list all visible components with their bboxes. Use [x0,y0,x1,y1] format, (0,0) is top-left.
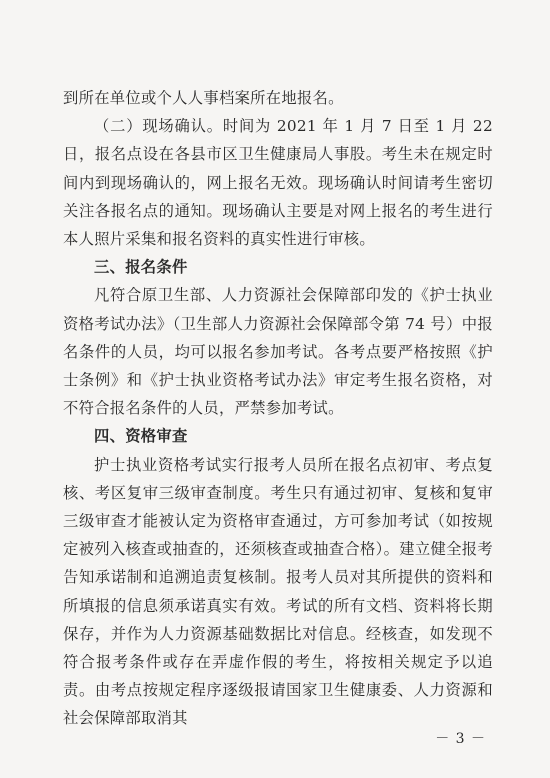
paragraph-registration-location: 到所在单位或个人人事档案所在地报名。 [63,89,344,107]
paragraph-qualification-review: 护士执业资格考试实行报考人员所在报名点初审、考点复核、考区复审三级审查制度。考生只有通过初审、复核和复审三级审查才能被认定为资格审查通过，方可参加考试（如按规定被列入核查或抽查的，还须核查或抽查合格）。建立健全报考告知承诺制和追溯追责复核制。报考人员对其所提供的资料和所填报的信息须承诺真实有效。考试的所有文档、资料将长期保存，并作为人力资源基础数据比对信息。经核查，如发现不符合报考条件或存在弄虚作假的考生，将按相关规定予以追责。由考点按规定程序逐级报请国家卫生健康委、人力资源和社会保障部取消其 [63,455,493,728]
paragraph-onsite-confirmation: （二）现场确认。时间为 2021 年 1 月 7 日至 1 月 22 日，报名点设在各县市区卫生健康局人事股。考生未在规定时间内到现场确认的，网上报名无效。现场确认时间请考生密切关注各报名点的通知。现场确认主要是对网上报名的考生进行本人照片采集和报名资料的真实性进行审核。 [63,117,493,249]
page-number: － 3 － [435,731,486,747]
heading-qualification-review: 四、资格审查 [94,427,188,446]
document-body [63,84,493,733]
paragraph-registration-conditions: 凡符合原卫生部、人力资源社会保障部印发的《护士执业资格考试办法》（卫生部人力资源社会保障部令第 74 号）中报名条件的人员，均可以报名参加考试。各考点要严格按照《护士条例》和《护士执业资格考试办法》审定考生报名资格，对不符合报名条件的人员，严禁参加考试。 [63,286,493,418]
heading-registration-conditions: 三、报名条件 [94,258,188,277]
